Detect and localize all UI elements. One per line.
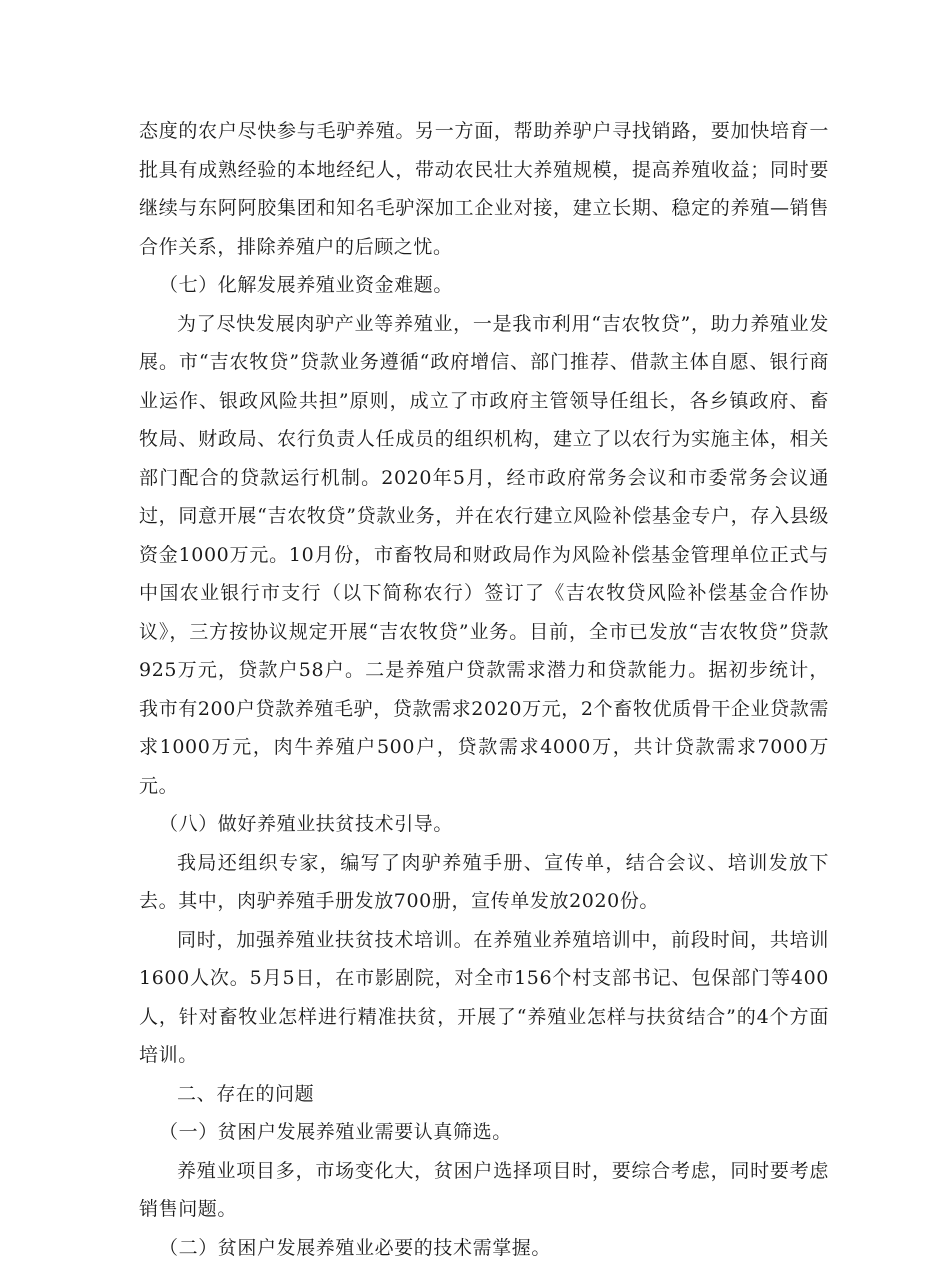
paragraph-continuation: 态度的农户尽快参与毛驴养殖。另一方面，帮助养驴户寻找销路，要加快培育一批具有成熟经验的本地经纪人，带动农民壮大养殖规模，提高养殖收益；同时要继续与东阿阿胶集团和知名毛驴深加工企业对接，建立长期、稳定的养殖—销售合作关系，排除养殖户的后顾之忧。 bbox=[139, 112, 829, 266]
heading-problem-2: （二）贫困户发展养殖业必要的技术需掌握。 bbox=[139, 1229, 829, 1267]
paragraph-handbook: 我局还组织专家，编写了肉驴养殖手册、宣传单，结合会议、培训发放下去。其中，肉驴养殖手册发放700册，宣传单发放2020份。 bbox=[139, 844, 829, 921]
heading-section-8: （八）做好养殖业扶贫技术引导。 bbox=[139, 805, 829, 844]
paragraph-training: 同时，加强养殖业扶贫技术培训。在养殖业养殖培训中，前段时间，共培训1600人次。5月5日，在市影剧院，对全市156个村支部书记、包保部门等400人，针对畜牧业怎样进行精准扶贫，开展了“养殖业怎样与扶贫结合”的4个方面培训。 bbox=[139, 921, 829, 1075]
heading-problem-1: （一）贫困户发展养殖业需要认真筛选。 bbox=[139, 1113, 829, 1152]
heading-existing-problems: 二、存在的问题 bbox=[139, 1075, 829, 1114]
document-body bbox=[139, 112, 829, 1267]
paragraph-problem-1: 养殖业项目多，市场变化大，贫困户选择项目时，要综合考虑，同时要考虑销售问题。 bbox=[139, 1152, 829, 1229]
paragraph-loan-program: 为了尽快发展肉驴产业等养殖业，一是我市利用“吉农牧贷”，助力养殖业发展。市“吉农牧贷”贷款业务遵循“政府增信、部门推荐、借款主体自愿、银行商业运作、银政风险共担”原则，成立了市政府主管领导任组长，各乡镇政府、畜牧局、财政局、农行负责人任成员的组织机构，建立了以农行为实施主体，相关部门配合的贷款运行机制。2020年5月，经市政府常务会议和市委常务会议通过，同意开展“吉农牧贷”贷款业务，并在农行建立风险补偿基金专户，存入县级资金1000万元。10月份，市畜牧局和财政局作为风险补偿基金管理单位正式与中国农业银行市支行（以下简称农行）签订了《吉农牧贷风险补偿基金合作协议》，三方按协议规定开展“吉农牧贷”业务。目前，全市已发放“吉农牧贷”贷款925万元，贷款户58户。二是养殖户贷款需求潜力和贷款能力。据初步统计，我市有200户贷款养殖毛驴，贷款需求2020万元，2个畜牧优质骨干企业贷款需求1000万元，肉牛养殖户500户，贷款需求4000万，共计贷款需求7000万元。 bbox=[139, 305, 829, 806]
heading-section-7: （七）化解发展养殖业资金难题。 bbox=[139, 266, 829, 305]
